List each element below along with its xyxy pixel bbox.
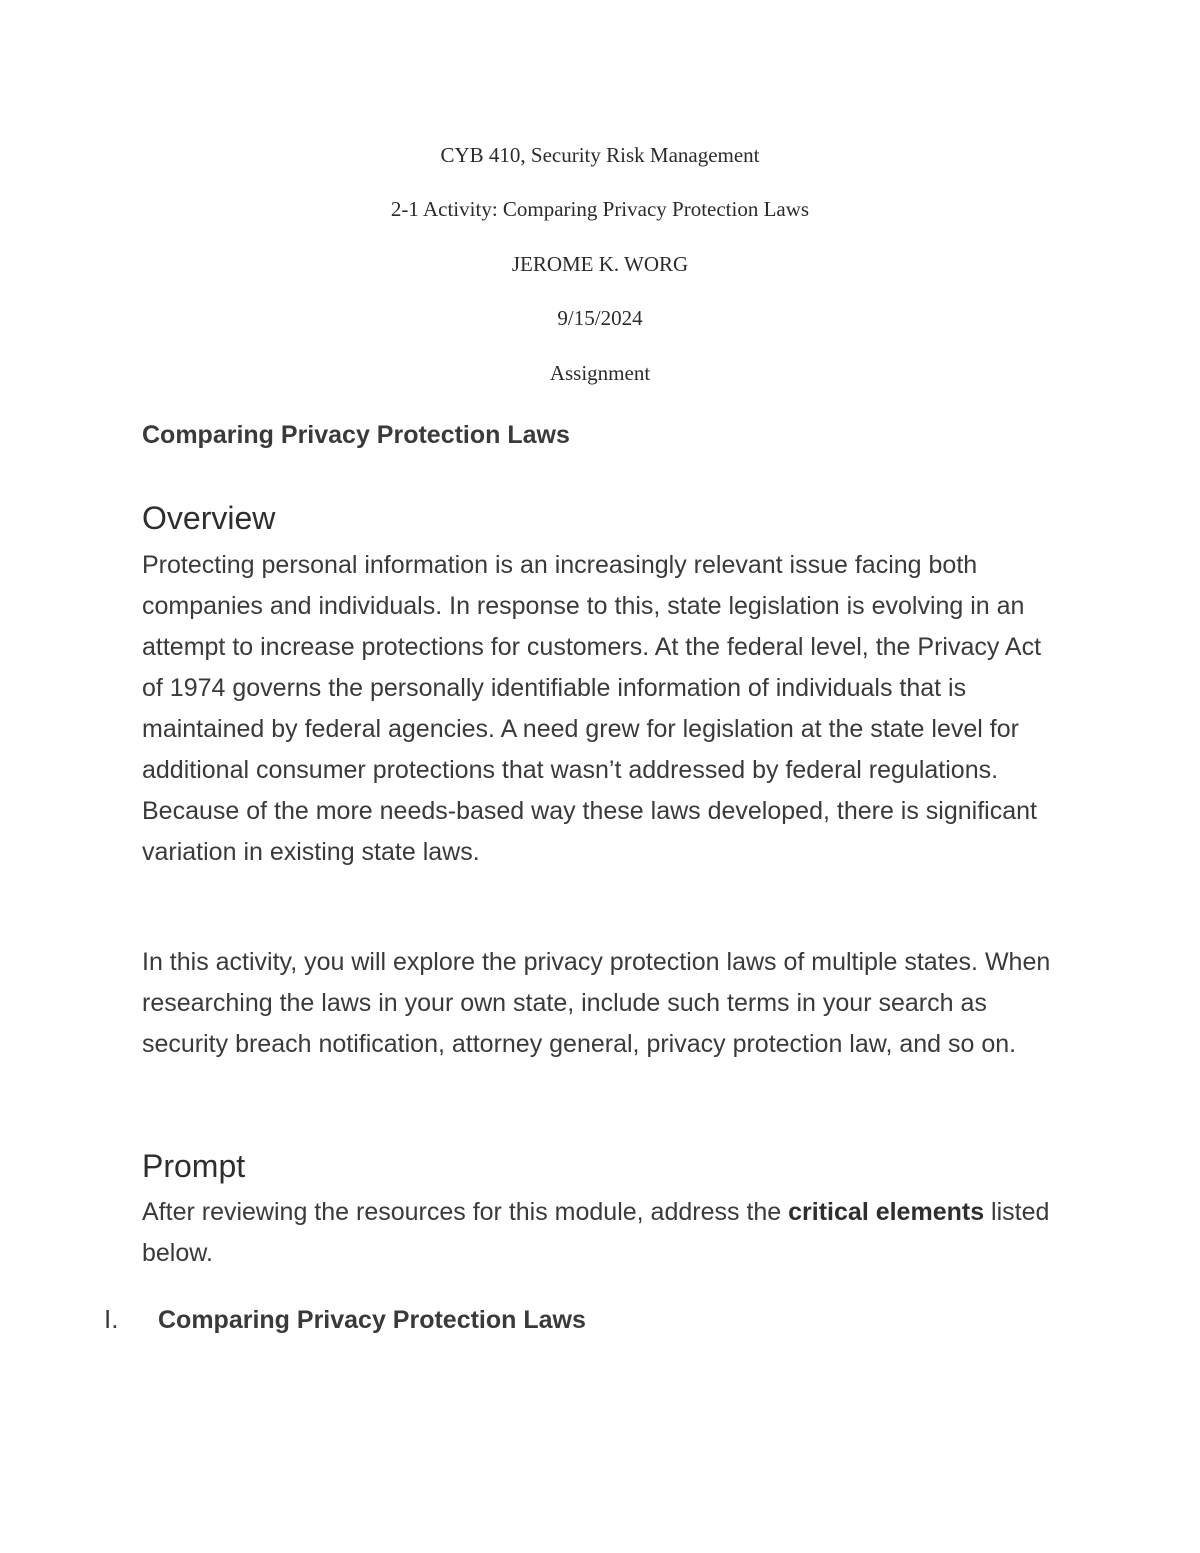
submission-date: 9/15/2024 bbox=[557, 306, 643, 330]
activity-title: 2-1 Activity: Comparing Privacy Protection Laws bbox=[390, 197, 810, 221]
list-marker: I. bbox=[104, 1304, 119, 1334]
author-name: JEROME K. WORG bbox=[511, 252, 689, 276]
overview-paragraph-1: Protecting personal information is an increasingly relevant issue facing both companies and individuals. In response to this, state legislation is evolving in an attempt to increase protections for customers. At the federal level, the Privacy Act of 1974 governs the personally identifiable information of individuals that is maintained by federal agencies. A need grew for legislation at the state level for additional consumer protections that wasn’t addressed by federal regulations. Because of the more needs-based way these laws developed, there is significant variation in existing state laws. bbox=[142, 551, 1042, 866]
course-title: CYB 410, Security Risk Management bbox=[440, 143, 760, 167]
prompt-heading: Prompt bbox=[142, 1148, 246, 1184]
document-type: Assignment bbox=[549, 361, 651, 385]
prompt-paragraph bbox=[142, 1192, 1062, 1274]
prompt-bold-text: critical elements bbox=[788, 1198, 985, 1226]
overview-heading: Overview bbox=[142, 500, 276, 536]
list-item-label: Comparing Privacy Protection Laws bbox=[158, 1306, 586, 1334]
document-title: Comparing Privacy Protection Laws bbox=[142, 421, 570, 449]
list-item bbox=[104, 1304, 586, 1335]
overview-paragraph-2: In this activity, you will explore the privacy protection laws of multiple states. When researching the laws in your own state, include such terms in your search as security breach notification, attorney general, privacy protection law, and so on. bbox=[142, 948, 1051, 1058]
prompt-text-after: listed below. bbox=[142, 1198, 1050, 1267]
prompt-text-before: After reviewing the resources for this module, address the bbox=[142, 1198, 789, 1226]
